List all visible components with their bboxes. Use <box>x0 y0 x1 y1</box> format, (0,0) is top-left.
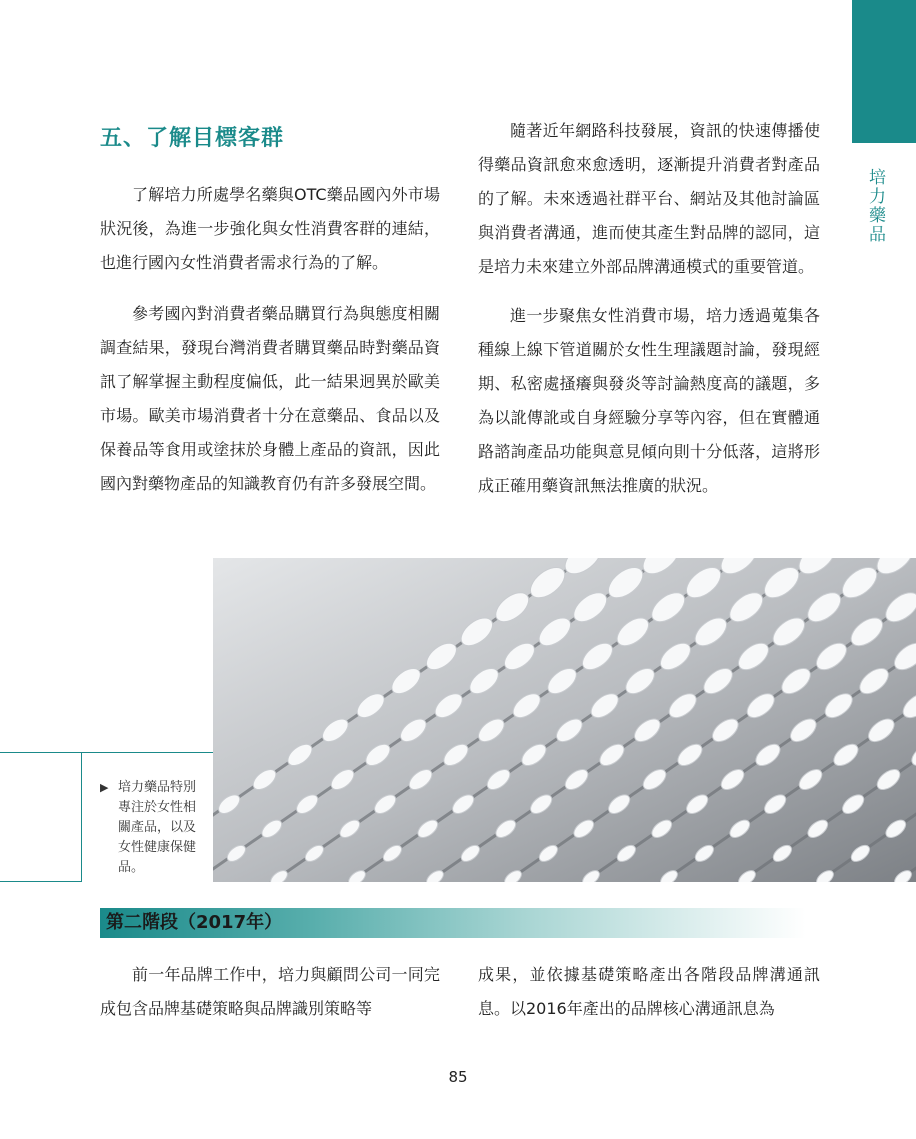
left-paragraph-2: 參考國內對消費者藥品購買行為與態度相關調查結果，發現台灣消費者購買藥品時對藥品資訊了解掌握主動程度偏低，此一結果迥異於歐美市場。歐美市場消費者十分在意藥品、食品以及保養品等食用或塗抹於身體上產品的資訊，因此國內對藥物產品的知識教育仍有許多發展空間。 <box>100 304 440 493</box>
bottom-right-column <box>478 958 820 1026</box>
phase-title: 第二階段（2017年） <box>106 912 283 933</box>
caption-text: 培力藥品特別專注於女性相關產品，以及女性健康保健品。 <box>118 780 197 875</box>
caption-connector-line <box>82 752 213 753</box>
page-number: 85 <box>448 1068 468 1086</box>
left-paragraph-1: 了解培力所處學名藥與OTC藥品國內外市場狀況後，為進一步強化與女性消費客群的連結，也進行國內女性消費者需求行為的了解。 <box>100 185 440 272</box>
bottom-right-paragraph: 成果，並依據基礎策略產出各階段品牌溝通訊息。以2016年產出的品牌核心溝通訊息為 <box>478 965 820 1018</box>
bottom-left-column <box>100 958 440 1026</box>
pill-production-photo <box>213 558 916 882</box>
right-paragraph-1: 隨著近年網路科技發展，資訊的快速傳播使得藥品資訊愈來愈透明，逐漸提升消費者對產品的了解。未來透過社群平台、網站及其他討論區與消費者溝通，進而使其產生對品牌的認同，這是培力未來建立外部品牌溝通模式的重要管道。 <box>478 121 820 276</box>
chapter-tab <box>852 0 916 143</box>
photo-caption <box>100 778 208 878</box>
right-paragraph-2: 進一步聚焦女性消費市場，培力透過蒐集各種線上線下管道關於女性生理議題討論，發現經期、私密處搔癢與發炎等討論熱度高的議題，多為以訛傳訛或自身經驗分享等內容，但在實體通路諮詢產品功能與意見傾向則十分低落，這將形成正確用藥資訊無法推廣的狀況。 <box>478 306 820 495</box>
bottom-left-paragraph: 前一年品牌工作中，培力與顧問公司一同完成包含品牌基礎策略與品牌識別策略等 <box>100 965 440 1018</box>
right-column <box>478 114 820 503</box>
section-title: 五、了解目標客群 <box>100 126 285 151</box>
caption-arrow-icon: ▶ <box>100 781 109 794</box>
left-column <box>100 178 440 501</box>
chapter-label: 培力藥品 <box>865 168 885 244</box>
caption-frame <box>0 752 82 882</box>
